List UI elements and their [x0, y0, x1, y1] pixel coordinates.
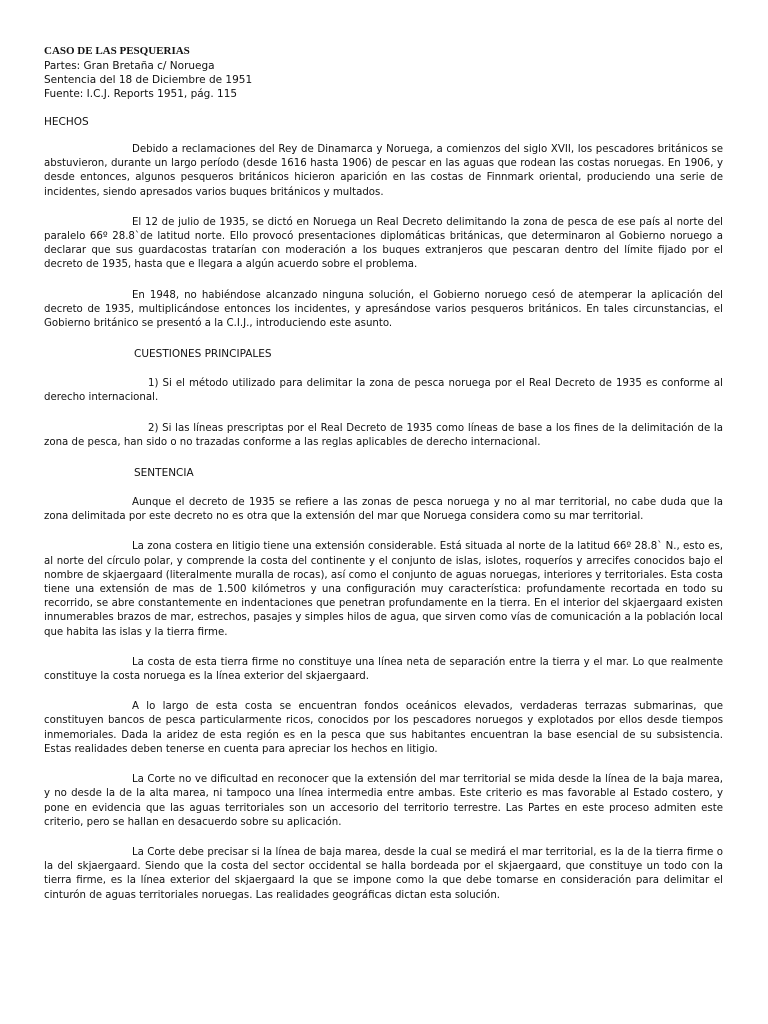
facts-paragraph: En 1948, no habiéndose alcanzado ninguna solución, el Gobierno noruego cesó de atemperar la aplicación del decreto de 1935, multiplicándose entonces los incidentes, y apresándose varios pesqueros británicos. En tales circunstancias, el Gobierno británico se presentó a la C.I.J., introduciendo este asunto. [44, 289, 723, 330]
facts-paragraph: El 12 de julio de 1935, se dictó en Noruega un Real Decreto delimitando la zona de pesca de ese país al norte del paralelo 66º 28.8`de latitud norte. Ello provocó presentaciones diplomáticas británicas, que determinaron al Gobierno noruego a declarar que sus guardacostas tratarían con moderación a los buques extranjeros que pescaran dentro del límite fijado por el decreto de 1935, hasta que e llegara a algún acuerdo sobre el problema. [44, 216, 723, 271]
facts-heading: HECHOS [44, 116, 89, 128]
judgment-paragraph: La costa de esta tierra firme no constituye una línea neta de separación entre la tierra y el mar. Lo que realmente constituye la costa noruega es la línea exterior del skjaergaard. [44, 656, 723, 683]
judgment-paragraph: A lo largo de esta costa se encuentran fondos oceánicos elevados, verdaderas terrazas submarinas, que constituyen bancos de pesca particularmente ricos, conocidos por los pescadores noruegos y explotados por ellos desde tiempos inmemoriales. Dada la aridez de esta región es en la pesca que sus habitantes encuentran la base esencial de su subsistencia. Estas realidades deben tenerse en cuenta para apreciar los hechos en litigio. [44, 701, 723, 755]
judgment-paragraph: La Corte no ve dificultad en reconocer que la extensión del mar territorial se mida desde la línea de la baja marea, y no desde la de la alta marea, ni tampoco una línea intermedia entre ambas. Este criterio es mas favorable al Estado costero, y pone en evidencia que las aguas territoriales son un accesorio del territorio terrestre. Las Partes en este proceso admiten este criterio, pero se hallan en desacuerdo sobre su aplicación. [44, 774, 723, 828]
judgment-paragraph: La Corte debe precisar si la línea de baja marea, desde la cual se medirá el mar territorial, es la de la tierra firme o la del skjaergaard. Siendo que la costa del sector occidental se halla bordeada por el skjaergaard, que constituye un todo con la tierra firme, es la línea exterior del skjaergaard la que se impone como la que debe tomarse en consideración para delimitar el cinturón de aguas territoriales noruegas. Las realidades geográficas dictan esta solución. [44, 846, 723, 901]
case-judgment-date: Sentencia del 18 de Diciembre de 1951 [44, 74, 253, 86]
questions-heading: CUESTIONES PRINCIPALES [134, 348, 272, 361]
question-item: 1) Si el método utilizado para delimitar la zona de pesca noruega por el Real Decreto de 1935 es conforme al derecho internacional. [44, 378, 723, 404]
judgment-paragraph: La zona costera en litigio tiene una extensión considerable. Está situada al norte de la latitud 66º 28.8` N., esto es, al norte del círculo polar, y comprende la costa del continente y el conjunto de islas, islotes, roqueríos y arrecifes conocidos bajo el nombre de skjaergaard (literalmente muralla de rocas), así como el conjunto de aguas noruegas, interiores y territoriales. Esta costa tiene una extensión de mas de 1.500 kilómetros y una configuración muy característica: profundamente recortada en todo su recorrido, se abre constantemente en indentaciones que penetran profundamente en la tierra. En el interior del skjaergaard existen innumerables brazos de mar, estrechos, pasajes y simples hilos de agua, que sirven como vías de comunicación a la población local que habita las islas y la tierra firme. [44, 541, 723, 638]
judgment-paragraph: Aunque el decreto de 1935 se refiere a las zonas de pesca noruega y no al mar territorial, no cabe duda que la zona delimitada por este decreto no es otra que la extensión del mar que Noruega considera como su mar territorial. [44, 497, 723, 523]
document-page [44, 44, 723, 903]
case-parties: Partes: Gran Bretaña c/ Noruega [44, 60, 215, 72]
question-item: 2) Si las líneas prescriptas por el Real Decreto de 1935 como líneas de base a los fines de la delimitación de la zona de pesca, han sido o no trazadas conforme a las reglas aplicables de derecho internacional. [44, 422, 723, 448]
facts-paragraph: Debido a reclamaciones del Rey de Dinamarca y Noruega, a comienzos del siglo XVII, los pescadores británicos se abstuvieron, durante un largo período (desde 1616 hasta 1906) de pescar en las aguas que rodean las costas noruegas. En 1906, y desde entonces, algunos pesqueros británicos hicieron aparición en las costas de Finnmark oriental, produciendo una serie de incidentes, siendo apresados varios buques británicos y multados. [44, 144, 723, 198]
case-title: CASO DE LAS PESQUERIAS [44, 45, 190, 57]
judgment-heading: SENTENCIA [134, 467, 194, 480]
case-source: Fuente: I.C.J. Reports 1951, pág. 115 [44, 88, 238, 100]
